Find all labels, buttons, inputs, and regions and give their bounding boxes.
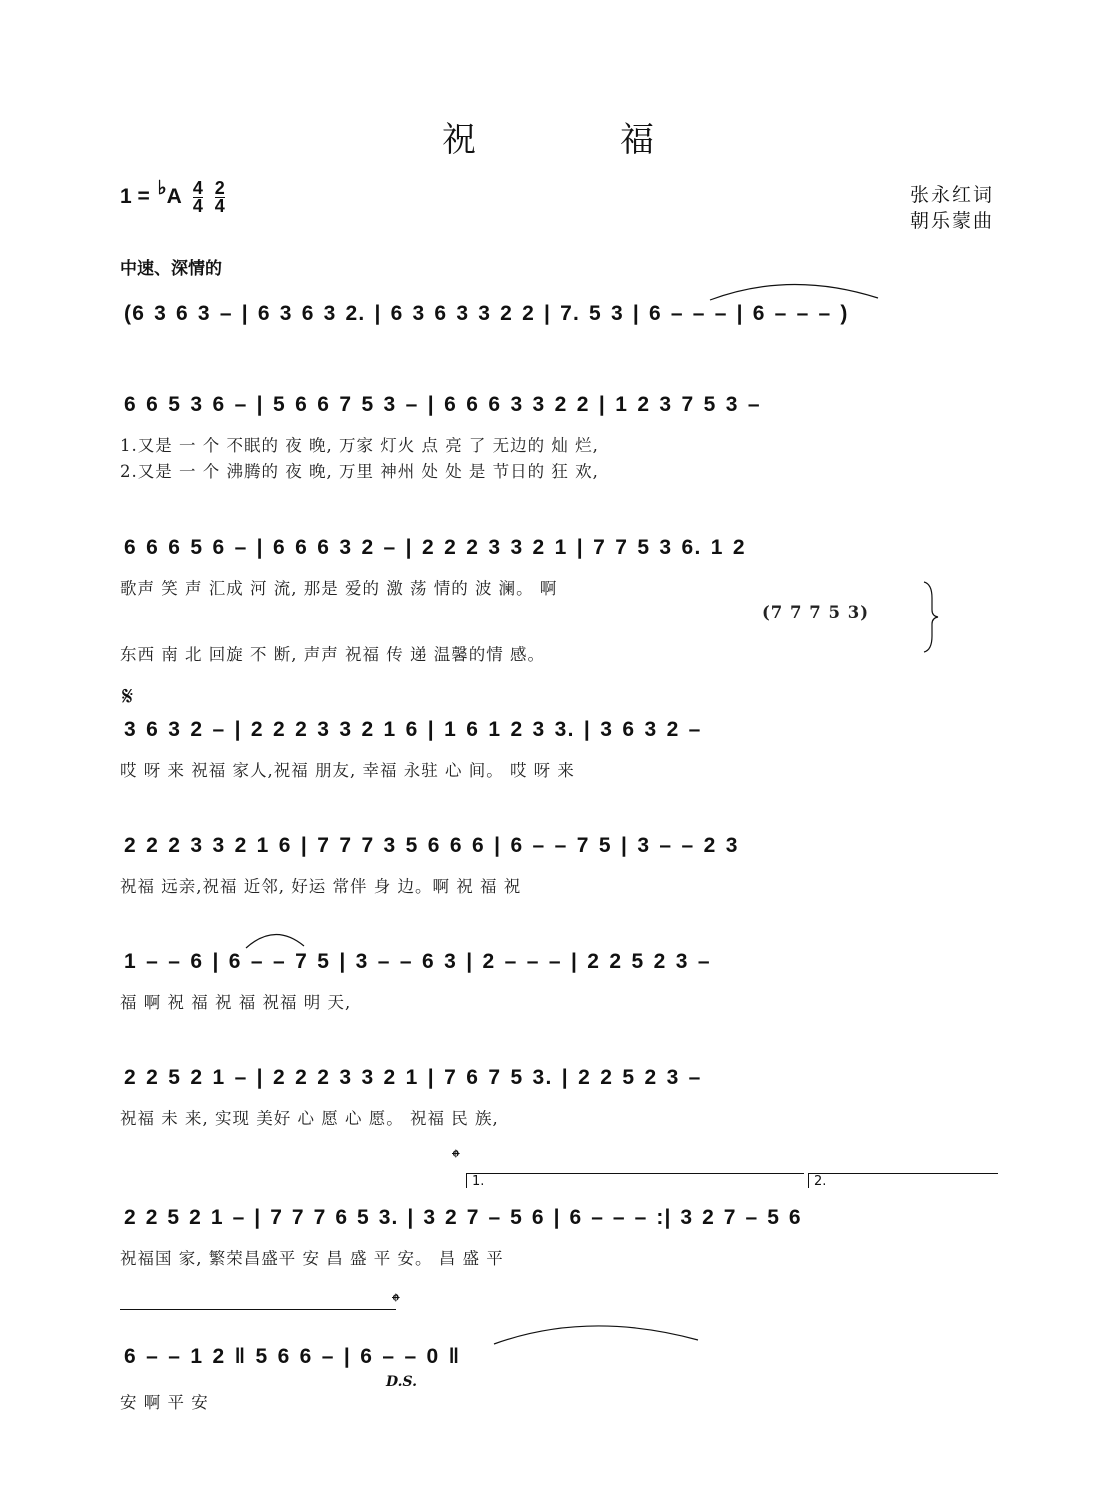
lyric-line: 祝福 未 来, 实现 美好 心 愿 心 愿。 祝福 民 族, — [120, 1109, 499, 1128]
brace — [920, 578, 940, 656]
composer: 朝乐蒙曲 — [909, 210, 994, 232]
first-ending-label: 1. — [472, 1174, 485, 1189]
time-signature-2-4 — [215, 180, 225, 215]
credits — [910, 182, 994, 234]
staff-row-9: 6 – – 1 2 ‖ 5 6 6 – | 6 – – 0 ‖ — [124, 1345, 461, 1368]
meter-1-den: 4 — [192, 196, 203, 216]
staff-row-1: (6 3 6 3 – | 6 3 6 3 2. | 6 3 6 3 3 2 2 | 7. 5 3 | 6 – – – | 6 – – – ) — [124, 302, 849, 325]
lyric-line: 东西 南 北 回旋 不 断, 声声 祝福 传 递 温馨的情 感。 — [120, 645, 545, 664]
tie-arc — [488, 1318, 708, 1348]
meter-1-num: 4 — [192, 178, 203, 198]
coda-sign: 𝄌 — [392, 1290, 400, 1315]
flat-sign: ♭ — [157, 178, 167, 200]
tempo-marking: 中速、深情的 — [120, 259, 222, 279]
lyric-line: 祝福国 家, 繁荣昌盛平 安 昌 盛 平 安。 昌 盛 平 — [120, 1249, 504, 1268]
title-char-1: 祝 — [442, 120, 480, 160]
meter-2-den: 4 — [214, 196, 225, 216]
title-char-2: 福 — [620, 120, 658, 160]
lyric-line: 哎 呀 来 祝福 家人,祝福 朋友, 幸福 永驻 心 间。 哎 呀 来 — [120, 761, 575, 780]
lyric-line: 歌声 笑 声 汇成 河 流, 那是 爱的 激 荡 情的 波 澜。 啊 — [120, 579, 558, 598]
second-ending-continuation — [120, 1309, 396, 1310]
staff-row-2: 6 6 5 3 6 – | 5 6 6 7 5 3 – | 6 6 6 3 3 2 2 | 1 2 3 7 5 3 – — [124, 393, 761, 416]
key-prefix: 1 = — [120, 185, 156, 209]
time-signature-4-4 — [193, 180, 203, 215]
lyric-line: 祝福 远亲,祝福 近邻, 好运 常伴 身 边。啊 祝 福 祝 — [120, 877, 522, 896]
lyric-verse-1: 1.又是 一 个 不眠的 夜 晚, 万家 灯火 点 亮 了 无边的 灿 烂, — [120, 436, 599, 455]
lyric-line: 安 啊 平 安 — [120, 1393, 209, 1412]
staff-row-7: 2 2 5 2 1 – | 2 2 2 3 3 2 1 | 7 6 7 5 3. | 2 2 5 2 3 – — [124, 1066, 702, 1089]
coda-sign: 𝄌 — [452, 1146, 460, 1171]
tie-arc — [700, 276, 890, 304]
lyricist: 张永红词 — [909, 184, 994, 206]
lyric-line: 福 啊 祝 福 祝 福 祝福 明 天, — [120, 993, 352, 1012]
song-title — [0, 112, 1100, 161]
second-ending-bracket — [808, 1173, 998, 1188]
key-tonic: A — [166, 185, 181, 209]
key-signature — [120, 180, 225, 215]
segno-sign: 𝄋 — [122, 682, 134, 712]
tie-arc — [240, 926, 310, 952]
staff-row-6: 1 – – 6 | 6 – – 7 5 | 3 – – 6 3 | 2 – – – | 2 2 5 2 3 – — [124, 950, 711, 973]
first-ending-bracket — [466, 1173, 804, 1188]
staff-row-3: 6 6 6 5 6 – | 6 6 6 3 2 – | 2 2 2 3 3 2 1 | 7 7 5 3 6. 1 2 — [124, 536, 746, 559]
meter-2-num: 2 — [214, 178, 225, 198]
lyric-interlude: (7 7 7 5 3) — [762, 603, 869, 622]
lyric-verse-2: 2.又是 一 个 沸腾的 夜 晚, 万里 神州 处 处 是 节日的 狂 欢, — [120, 462, 599, 481]
staff-row-4: 3 6 3 2 – | 2 2 2 3 3 2 1 6 | 1 6 1 2 3 3. | 3 6 3 2 – — [124, 718, 702, 741]
staff-row-5: 2 2 2 3 3 2 1 6 | 7 7 7 3 5 6 6 6 | 6 – – 7 5 | 3 – – 2 3 — [124, 834, 739, 857]
ds-marking: D.S. — [386, 1374, 418, 1390]
second-ending-label: 2. — [814, 1174, 827, 1189]
staff-row-8: 2 2 5 2 1 – | 7 7 7 6 5 3. | 3 2 7 – 5 6 | 6 – – – :| 3 2 7 – 5 6 — [124, 1206, 802, 1229]
